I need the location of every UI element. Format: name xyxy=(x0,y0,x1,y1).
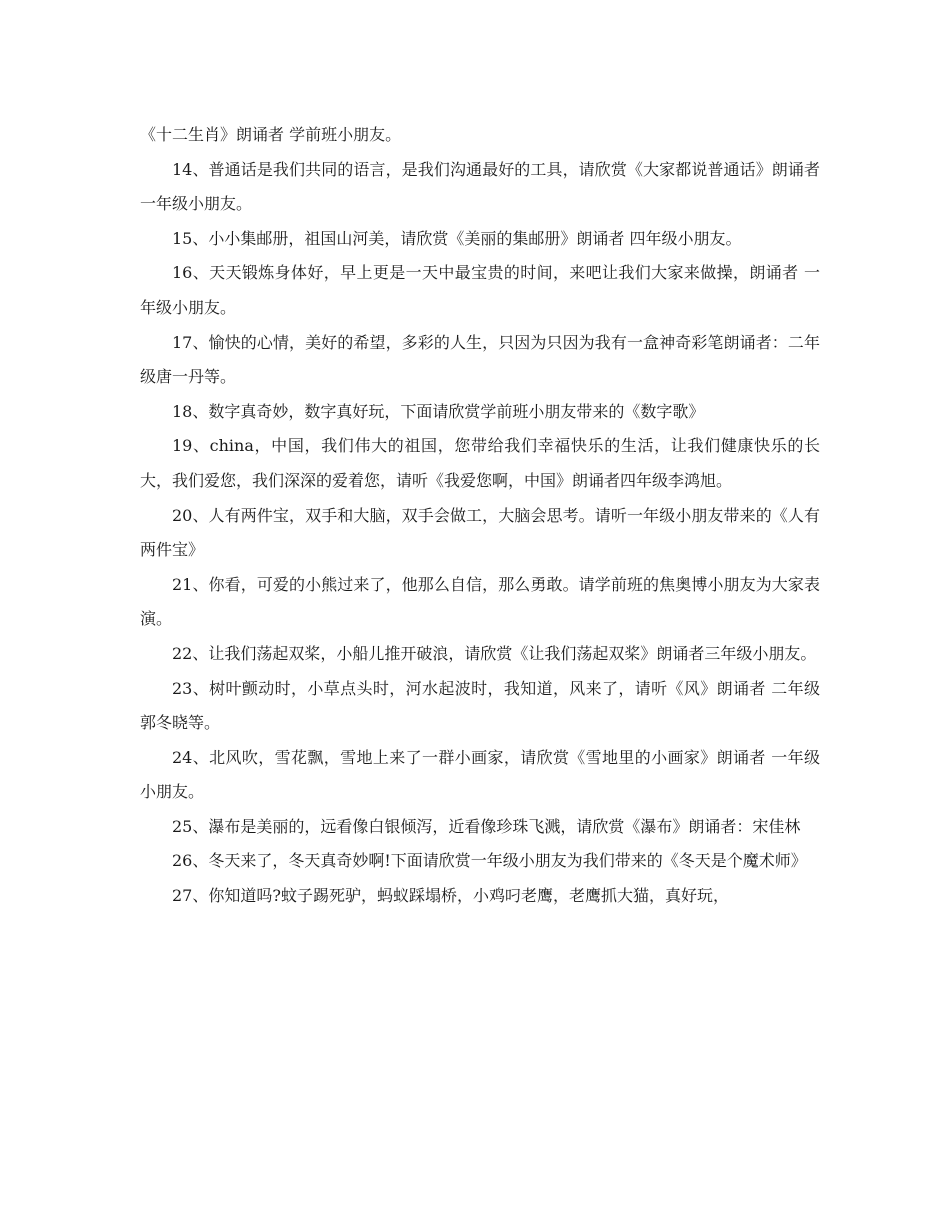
paragraph-26: 26、冬天来了，冬天真奇妙啊!下面请欣赏一年级小朋友为我们带来的《冬天是个魔术师》 xyxy=(172,851,807,871)
paragraph-20: 20、人有两件宝，双手和大脑，双手会做工，大脑会思考。请听一年级小朋友带来的《人有两件宝》 xyxy=(140,505,820,560)
paragraph-23: 23、树叶颤动时，小草点头时，河水起波时，我知道，风来了，请听《风》朗诵者 二年级 郭冬晓等。 xyxy=(140,678,820,733)
paragraph-14: 14、普通话是我们共同的语言，是我们沟通最好的工具，请欣赏《大家都说普通话》朗诵者 一年级小朋友。 xyxy=(140,159,820,214)
paragraph-22: 22、让我们荡起双桨，小船儿推开破浪，请欣赏《让我们荡起双桨》朗诵者三年级小朋友。 xyxy=(172,643,817,663)
paragraph-15: 15、小小集邮册，祖国山河美，请欣赏《美丽的集邮册》朗诵者 四年级小朋友。 xyxy=(172,228,742,248)
paragraph-24: 24、北风吹，雪花飘，雪地上来了一群小画家，请欣赏《雪地里的小画家》朗诵者 一年级小朋友。 xyxy=(140,747,820,802)
paragraph-21: 21、你看，可爱的小熊过来了，他那么自信，那么勇敢。请学前班的焦奥博小朋友为大家表演。 xyxy=(140,574,820,629)
paragraph-19: 19、china，中国，我们伟大的祖国，您带给我们幸福快乐的生活，让我们健康快乐的长大，我们爱您，我们深深的爱着您，请听《我爱您啊，中国》朗诵者四年级李鸿旭。 xyxy=(140,436,820,490)
paragraph-13-tail: 《十二生肖》朗诵者 学前班小朋友。 xyxy=(140,125,402,144)
paragraph-17: 17、愉快的心情，美好的希望，多彩的人生，只因为只因为我有一盒神奇彩笔朗诵者：二年级唐一丹等。 xyxy=(140,332,820,387)
paragraph-18: 18、数字真奇妙，数字真好玩，下面请欣赏学前班小朋友带来的《数字歌》 xyxy=(172,401,705,421)
paragraph-16: 16、天天锻炼身体好，早上更是一天中最宝贵的时间，来吧让我们大家来做操，朗诵者 一年级小朋友。 xyxy=(140,263,820,317)
paragraph-27: 27、你知道吗?蚊子踢死驴，蚂蚁踩塌桥，小鸡叼老鹰，老鹰抓大猫，真好玩， xyxy=(172,886,729,906)
document-page xyxy=(140,118,820,914)
paragraph-25: 25、瀑布是美丽的，远看像白银倾泻，近看像珍珠飞溅，请欣赏《瀑布》朗诵者：宋佳林 xyxy=(172,816,801,836)
